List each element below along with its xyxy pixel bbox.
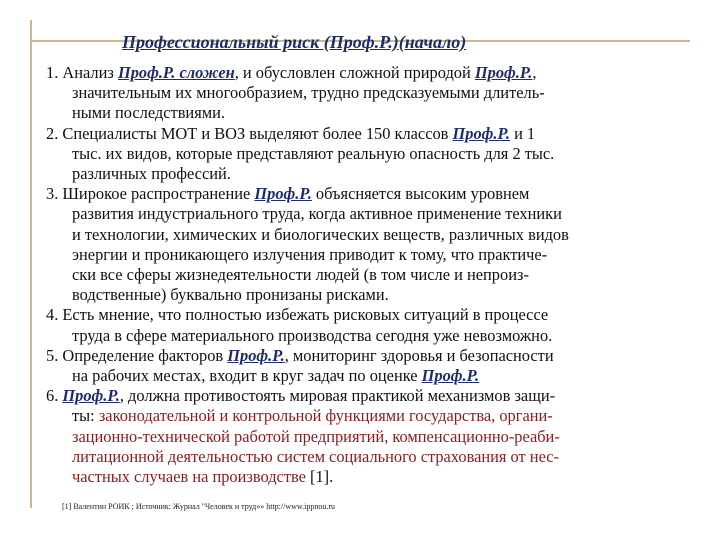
item-1-line-2: значительным их многообразием, трудно предсказуемыми длитель-	[72, 83, 545, 103]
highlighted-text: частных случаев на производстве	[72, 467, 311, 487]
item-6-line-1	[46, 386, 691, 406]
text-fragment: и 1	[509, 123, 536, 143]
keyword: Проф.Р. сложен	[117, 63, 235, 82]
text-fragment: , должна противостоять мировая практикой механизмов защи-	[119, 386, 556, 406]
keyword: Проф.Р.	[421, 366, 480, 386]
item-1-line-1	[46, 63, 691, 83]
keyword: Проф.Р.	[227, 345, 285, 365]
item-6-line-3: зационно-технической работой предприятий, компенсационно-реаби-	[72, 426, 560, 446]
keyword: Проф.Р.	[452, 123, 510, 143]
item-6-line-2	[46, 406, 691, 426]
text-fragment: объясняется высоким уровнем	[311, 184, 530, 204]
item-3-line-3: и технологии, химических и биологических веществ, различных видов	[72, 224, 569, 244]
page-title: Профессиональный риск (Проф.Р.)(начало)	[122, 32, 467, 52]
item-1-line-3: ными последствиями.	[72, 103, 225, 123]
item-2-line-2: тыс. их видов, которые представляют реальную опасность для 2 тыс.	[72, 143, 555, 163]
left-rule	[30, 20, 32, 508]
text-fragment: на рабочих местах, входит в круг задач по оценке	[72, 366, 422, 386]
item-4-line-2: труда в сфере материального производства сегодня уже невозможно.	[72, 325, 553, 345]
item-3-line-2: развития индустриального труда, когда активное применение техники	[72, 204, 562, 224]
item-4-line-1: 4. Есть мнение, что полностью избежать рисковых ситуаций в процессе	[46, 305, 549, 325]
item-3-line-5: ски все сферы жизнедеятельности людей (в том числе и непроиз-	[72, 265, 529, 285]
item-3-line-6: водственные) буквально пронизаны рисками.	[72, 285, 389, 305]
item-2-line-3: различных профессий.	[72, 164, 231, 184]
text-fragment: , и обусловлен сложной природой	[234, 63, 475, 82]
footnote-ref: [1].	[310, 467, 334, 487]
text-fragment: ,	[532, 63, 537, 82]
main-text	[46, 63, 691, 487]
text-fragment: 1. Анализ	[46, 63, 118, 82]
keyword: Проф.Р.	[474, 63, 533, 82]
text-fragment: , мониторинг здоровья и безопасности	[284, 345, 554, 365]
keyword: Проф.Р.	[254, 184, 312, 204]
item-6-line-5	[46, 467, 691, 487]
item-3-line-4: энергии и проникающего излучения приводит к тому, что практиче-	[72, 244, 548, 264]
text-fragment: 3. Широкое распространение	[46, 184, 255, 204]
item-3-line-1	[46, 184, 691, 204]
item-5-line-1	[46, 346, 691, 366]
text-fragment: 2. Специалисты МОТ и ВОЗ выделяют более 150 классов	[46, 123, 453, 143]
footnote: [1] Валентин РОИК ; Источник: Журнал "Человек и труд»» http://www.ippnou.ru	[62, 502, 336, 511]
item-6-line-4: литационной деятельностью систем социального страхования от нес-	[72, 446, 559, 466]
highlighted-text: законодательной и контрольной функциями государства, органи-	[98, 406, 553, 426]
item-2-line-1	[46, 124, 691, 144]
text-fragment: 6.	[46, 386, 63, 406]
text-fragment: ты:	[72, 406, 99, 426]
keyword: Проф.Р.	[62, 386, 120, 406]
text-fragment: 5. Определение факторов	[46, 345, 228, 365]
item-5-line-2	[46, 366, 691, 386]
